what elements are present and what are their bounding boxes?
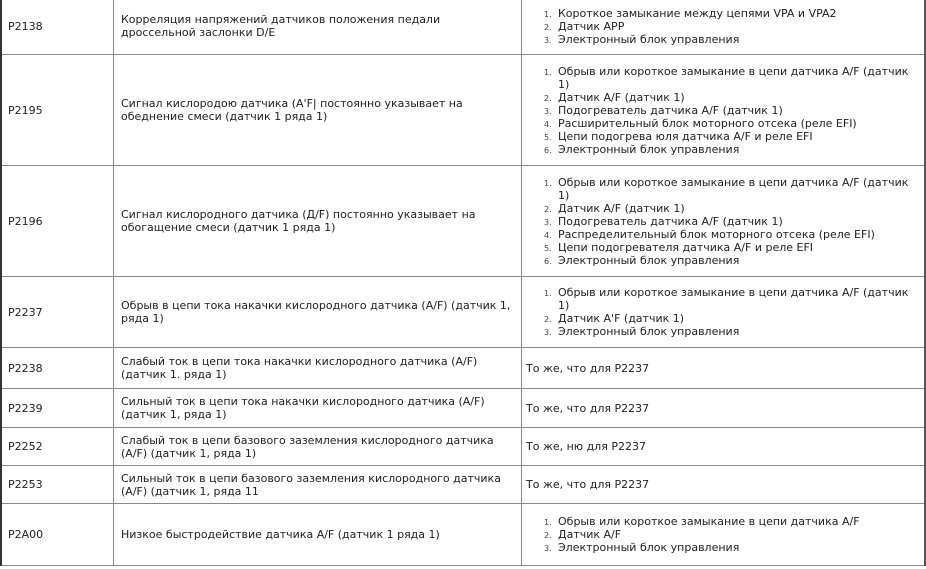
list-item: Цепи подогревателя датчика A/F и реле EFI (558, 240, 814, 254)
code-cell: P2238 (1, 348, 114, 389)
list-item: Обрыв или короткое замыкание в цепи датчика A/F (датчик 1) (558, 286, 909, 312)
causes-list (526, 286, 919, 338)
description-cell: Сигнал кислородного датчика (Д/F) постоянно указывает на обогащение смеси (датчик 1 ряда 1) (114, 166, 522, 277)
list-item: Электронный блок управления (558, 253, 740, 267)
list-item: Короткое замыкание между цепями VPA и VPA2 (558, 6, 837, 20)
table-row (1, 428, 925, 466)
causes-list (526, 176, 919, 267)
table-row (1, 166, 925, 277)
list-item: Обрыв или короткое замыкание в цепи датчика A/F (558, 515, 860, 528)
list-item: Электронный блок управления (558, 32, 740, 46)
description-cell: Слабый ток в цепи базового заземления кислородного датчика (A/F) (датчик 1, ряда 1) (114, 428, 522, 466)
causes-list (526, 7, 919, 46)
description-cell: Обрыв в цепи тока накачки кислородного датчика (A/F) (датчик 1, ряда 1) (114, 277, 522, 348)
list-item: Обрыв или короткое замыкание в цепи датчика A/F (датчик 1) (558, 64, 909, 91)
list-item: Электронный блок управления (558, 325, 740, 338)
code-cell: P2253 (1, 466, 114, 504)
list-item: Датчик A/F (558, 528, 622, 541)
list-item: Распределительный блок моторного отсека (реле EFI) (558, 227, 875, 241)
causes-cell (522, 0, 926, 55)
list-item: Обрыв или короткое замыкание в цепи датчика A/F (датчик 1) (558, 175, 909, 202)
causes-cell (522, 166, 926, 277)
description-cell: Низкое быстродействие датчика A/F (датчик 1 ряда 1) (114, 504, 522, 566)
code-cell: P2239 (1, 389, 114, 428)
list-item: Датчик A/F (датчик 1) (558, 201, 685, 215)
code-cell: P2195 (1, 55, 114, 166)
same-as-cell: То же, что для P2237 (522, 466, 926, 504)
table-row (1, 277, 925, 348)
causes-cell (522, 504, 926, 566)
code-cell: P2A00 (1, 504, 114, 566)
causes-cell (522, 55, 926, 166)
description-cell: Сигнал кислородою датчика (A'F| постоянно указывает на обеднение смеси (датчик 1 ряда 1) (114, 55, 522, 166)
list-item: Электронный блок управления (558, 142, 740, 156)
same-as-cell: То же, что для P2237 (522, 389, 926, 428)
list-item: Подогреватель датчика A/F (датчик 1) (558, 103, 783, 117)
list-item: Датчик A/F (датчик 1) (558, 90, 685, 104)
table-row (1, 389, 925, 428)
same-as-cell: То же, ню для P2237 (522, 428, 926, 466)
table-row (1, 466, 925, 504)
table-row (1, 55, 925, 166)
same-as-cell: То же, что для P2237 (522, 348, 926, 389)
table-row (1, 348, 925, 389)
description-cell: Слабый ток в цепи тока накачки кислородного датчика (A/F) (датчик 1. ряда 1) (114, 348, 522, 389)
list-item: Датчик APP (558, 19, 625, 33)
code-cell: P2252 (1, 428, 114, 466)
code-cell: P2138 (1, 0, 114, 55)
list-item: Расширительный блок моторного отсека (реле EFI) (558, 116, 857, 130)
list-item: Электронный блок управления (558, 541, 740, 554)
description-cell: Корреляция напряжений датчиков положения педали дроссельной заслонки D/E (114, 0, 522, 55)
list-item: Цепи подогрева юля датчика A/F и реле EFI (558, 129, 813, 143)
description-cell: Сильный ток в цепи тока накачки кислородного датчика (A/F) (датчик 1, ряда 1) (114, 389, 522, 428)
table-row (1, 0, 925, 55)
description-cell: Сильный ток в цепи базового заземления кислородного датчика (A/F) (датчик 1, ряда 11 (114, 466, 522, 504)
causes-list (526, 515, 919, 554)
list-item: Подогреватель датчика A/F (датчик 1) (558, 214, 783, 228)
table-row (1, 504, 925, 566)
code-cell: P2196 (1, 166, 114, 277)
causes-list (526, 65, 919, 156)
code-cell: P2237 (1, 277, 114, 348)
causes-cell (522, 277, 926, 348)
list-item: Датчик A'F (датчик 1) (558, 312, 685, 325)
